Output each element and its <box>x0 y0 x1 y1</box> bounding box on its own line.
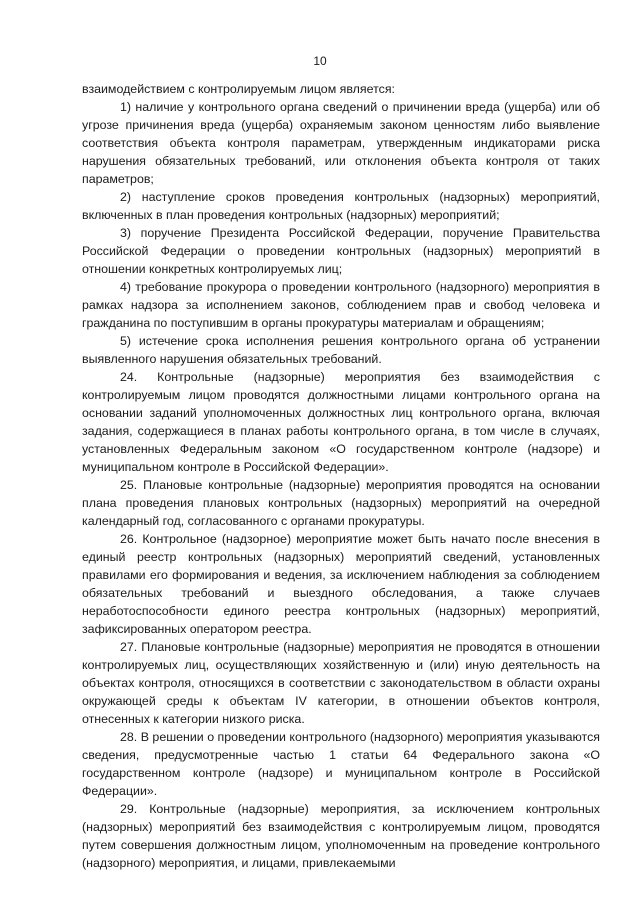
document-body <box>82 80 600 872</box>
paragraph-29: 29. Контрольные (надзорные) мероприятия, за исключением контрольных (надзорных) мероприятий без взаимодействия с контролируемым лицом, проводятся путем совершения должностным лицом, уполномоченным на проведение контрольного (надзорного) мероприятия, и лицами, привлекаемыми <box>82 802 600 870</box>
paragraph-item-1: 1) наличие у контрольного органа сведений о причинении вреда (ущерба) или об угрозе причинения вреда (ущерба) охраняемым законом ценностям либо выявление соответствия объекта контроля параметрам, утвержденным индикаторами риска нарушения обязательных требований, или отклонения объекта контроля от таких параметров; <box>82 100 600 186</box>
paragraph-27: 27. Плановые контрольные (надзорные) мероприятия не проводятся в отношении контролируемых лиц, осуществляющих хозяйственную и (или) иную деятельность на объектах контроля, относящихся в соответствии с законодательством в области охраны окружающей среды к объектам IV категории, в отношении объектов контроля, отнесенных к категории низкого риска. <box>82 640 600 726</box>
paragraph-25: 25. Плановые контрольные (надзорные) мероприятия проводятся на основании плана проведения плановых контрольных (надзорных) мероприятий на очередной календарный год, согласованного с органами прокуратуры. <box>82 478 600 528</box>
paragraph-intro: взаимодействием с контролируемым лицом является: <box>82 82 395 96</box>
paragraph-26: 26. Контрольное (надзорное) мероприятие может быть начато после внесения в единый реестр контрольных (надзорных) мероприятий сведений, установленных правилами его формирования и ведения, за исключением наблюдения за соблюдением обязательных требований и выездного обследования, а также случаев неработоспособности единого реестра контрольных (надзорных) мероприятий, зафиксированных оператором реестра. <box>82 532 600 636</box>
paragraph-item-5: 5) истечение срока исполнения решения контрольного органа об устранении выявленного нарушения обязательных требований. <box>82 334 600 366</box>
paragraph-item-4: 4) требование прокурора о проведении контрольного (надзорного) мероприятия в рамках надзора за исполнением законов, соблюдением прав и свобод человека и гражданина по поступившим в органы прокуратуры материалам и обращениям; <box>82 280 600 330</box>
page-number: 10 <box>313 54 327 68</box>
paragraph-24: 24. Контрольные (надзорные) мероприятия без взаимодействия с контролируемым лицом проводятся должностными лицами контрольного органа на основании заданий уполномоченных должностных лиц контрольного органа, включая задания, содержащиеся в планах работы контрольного органа, в том числе в случаях, установленных Федеральным законом «О государственном контроле (надзоре) и муниципальном контроле в Российской Федерации». <box>82 370 600 474</box>
paragraph-item-2: 2) наступление сроков проведения контрольных (надзорных) мероприятий, включенных в план проведения контрольных (надзорных) мероприятий; <box>82 190 600 222</box>
paragraph-28: 28. В решении о проведении контрольного (надзорного) мероприятия указываются сведения, предусмотренные частью 1 статьи 64 Федерального закона «О государственном контроле (надзоре) и муниципальном контроле в Российской Федерации». <box>82 730 600 798</box>
paragraph-item-3: 3) поручение Президента Российской Федерации, поручение Правительства Российской Федерации о проведении контрольных (надзорных) мероприятий в отношении конкретных контролируемых лиц; <box>82 226 600 276</box>
